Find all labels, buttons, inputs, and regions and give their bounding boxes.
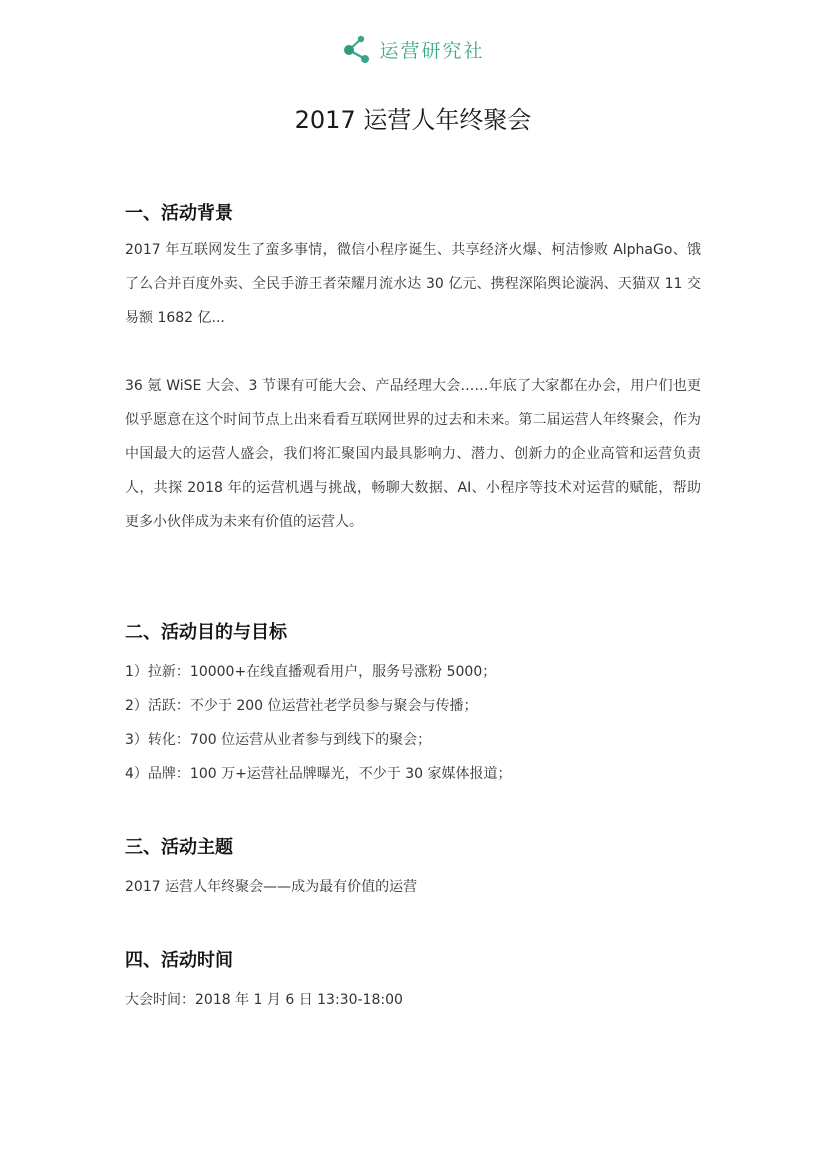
time-text: 大会时间：2018 年 1 月 6 日 13:30-18:00 (125, 992, 403, 1008)
page-header (0, 33, 826, 65)
section-heading-goals: 二、活动目的与目标 (125, 622, 287, 643)
goal-item: 4）品牌：100 万+运营社品牌曝光，不少于 30 家媒体报道； (125, 766, 512, 782)
goal-item: 3）转化：700 位运营从业者参与到线下的聚会； (125, 732, 432, 748)
goal-item: 1）拉新：10000+在线直播观看用户，服务号涨粉 5000； (125, 664, 497, 680)
goal-item: 2）活跃：不少于 200 位运营社老学员参与聚会与传播； (125, 698, 478, 714)
brand-name: 运营研究社 (379, 39, 485, 62)
background-paragraph-1: 2017 年互联网发生了蛮多事情，微信小程序诞生、共享经济火爆、柯洁惨败 AlphaGo、饿了么合并百度外卖、全民手游王者荣耀月流水达 30 亿元、携程深陷舆论漩涡、天猫双 11 交易额 1682 亿... (125, 242, 701, 326)
page-title: 2017 运营人年终聚会 (294, 106, 532, 134)
background-paragraph-2: 36 氪 WiSE 大会、3 节课有可能大会、产品经理大会……年底了大家都在办会，用户们也更似乎愿意在这个时间节点上出来看看互联网世界的过去和未来。第二届运营人年终聚会，作为中国最大的运营人盛会，我们将汇聚国内最具影响力、潜力、创新力的企业高管和运营负责人，共探 2018 年的运营机遇与挑战，畅聊大数据、AI、小程序等技术对运营的赋能，帮助更多小伙伴成为未来有价值的运营人。 (125, 378, 701, 530)
theme-text: 2017 运营人年终聚会——成为最有价值的运营 (125, 879, 418, 895)
section-heading-time: 四、活动时间 (125, 950, 233, 971)
section-heading-background: 一、活动背景 (125, 203, 233, 224)
molecule-network-icon (341, 34, 371, 64)
section-heading-theme: 三、活动主题 (125, 837, 233, 858)
